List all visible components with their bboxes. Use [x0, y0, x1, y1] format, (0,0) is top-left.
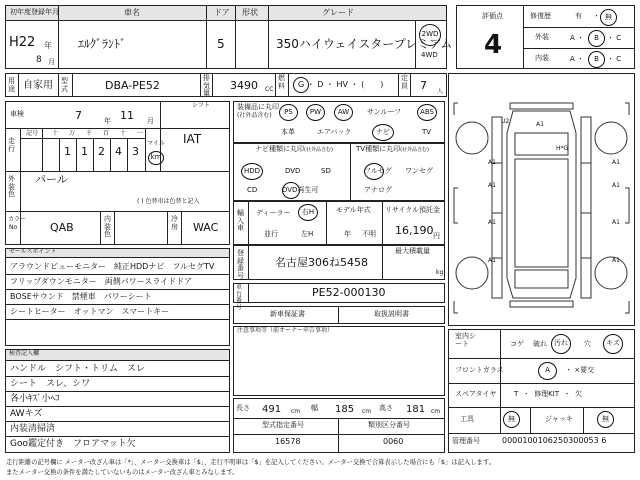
footer-line-1: 走行距離の記号欄に メーター改ざん車は「*」、メーター交換車は「$」、走行不明車は「$」を記入してください。メーター交換で合算表示した場合にも「$」は記入します。 — [6, 459, 495, 466]
inspection-month-unit: 月 — [147, 117, 154, 125]
grade: 350ハイウェイスタープレミアム — [276, 37, 453, 51]
inspector-note-4: AWキズ — [10, 409, 43, 419]
color-value: パール — [35, 173, 68, 186]
place-100k: 十 — [52, 130, 59, 137]
glass-opt-replace: ・ ×要交 — [565, 366, 595, 374]
equip-tv: TV — [422, 128, 432, 136]
color-no-label: No — [9, 224, 18, 231]
chassis-label: 車台番号 — [236, 284, 243, 311]
doors: 5 — [217, 37, 225, 51]
color-code-label: カラー — [8, 216, 27, 223]
left-side-outline — [492, 117, 502, 298]
height-label: 高さ — [379, 404, 393, 412]
sales-point-line-1: アラウンドビューモニター 純正HDDナビ フルセグTV — [10, 262, 215, 271]
coolant-label: 冷房 — [171, 215, 178, 231]
drive-2wd-circle — [419, 24, 441, 46]
mileage-digit-1: 1 — [64, 145, 71, 158]
glass-opt-a: A — [545, 366, 550, 375]
max-load-label: 最大積載量 — [395, 247, 430, 255]
model-year-label: モデル年式 — [336, 206, 371, 214]
length-label: 長さ — [236, 404, 250, 412]
usage-label: 用途 — [8, 77, 15, 93]
shape-label: 形状 — [242, 8, 258, 17]
seat-opt-burn: コゲ — [510, 340, 524, 348]
doors-label: ドア — [214, 8, 230, 17]
equip-pw: PW — [309, 107, 322, 116]
shift-label: シフト — [192, 102, 211, 109]
inspector-note-2: シート スレ、シワ — [10, 379, 91, 389]
grade-label: グレード — [322, 8, 354, 17]
wheel-front-left — [456, 122, 488, 154]
tv-label: TV種類に丸印(社外品含む) — [356, 145, 429, 153]
navi-sd: SD — [321, 167, 331, 175]
first-reg-month: 8 — [36, 55, 42, 65]
repair-opt-no: 無 — [605, 12, 612, 21]
interior-opt-a: A ・ — [570, 55, 585, 63]
inspector-note-6: Goo鑑定付き フロアマット欠 — [10, 439, 136, 449]
capacity-label: 定員 — [401, 74, 408, 90]
diag-label-10: A1 — [488, 257, 496, 264]
car-diagram — [448, 73, 635, 326]
place-1: 一 — [137, 130, 144, 137]
mgmt-value: 0000100106250300053 6 — [502, 436, 607, 445]
tool-label: 工具 — [460, 415, 474, 423]
navi-dvd: DVD — [285, 167, 301, 175]
equipment-label: 装備品に丸印 — [237, 103, 279, 111]
car-name-label: 車名 — [124, 8, 140, 17]
sales-point-line-4: シートヒーター オットマン スマートキー — [10, 307, 170, 316]
color-no: QAB — [50, 221, 74, 234]
diag-label-2: A1 — [536, 121, 544, 128]
model-no-label: 型式指定番号 — [262, 421, 304, 429]
handle-right-circle — [298, 204, 318, 221]
glass-label: フロントガラス — [455, 366, 504, 374]
capacity-unit: 人 — [437, 88, 444, 95]
repair-label: 修復歴 — [530, 12, 551, 20]
class-no-value: 0060 — [383, 437, 404, 446]
tv-analog: アナログ — [364, 186, 392, 194]
exterior-b-circle — [588, 30, 605, 47]
mileage-digit-2: 1 — [81, 145, 88, 158]
spare-options: T ・ 修理KIT ・ 欠 — [514, 390, 583, 398]
interior-b-circle — [588, 51, 605, 68]
width-value: 185 — [335, 404, 355, 415]
inspection-label: 車検 — [10, 110, 24, 118]
seat-opt-hole: 穴 — [584, 340, 591, 348]
equip-abs-circle — [417, 104, 437, 121]
recycle-value: 16,190 — [395, 224, 434, 237]
seat-stain-circle — [551, 334, 571, 354]
exterior-opt-c: ・ C — [607, 34, 622, 42]
score-value: 4 — [484, 30, 503, 60]
diag-label-6: A1 — [488, 182, 496, 189]
manual: 取扱説明書 — [374, 310, 409, 318]
interior-seat-label: 室内シート — [455, 332, 476, 348]
diag-label-3: H*G — [556, 145, 569, 152]
length-value: 491 — [262, 404, 282, 415]
equip-pw-circle — [306, 104, 325, 121]
equip-aw-circle — [334, 104, 353, 121]
seat-opt-scratch: キズ — [606, 339, 620, 348]
drive-4wd: 4WD — [421, 51, 438, 59]
cc-value: 3490 — [230, 79, 258, 92]
model-no-value: 16578 — [275, 437, 301, 446]
inspection-year: 7 — [75, 109, 82, 122]
import-dealer: ディーラー — [256, 209, 291, 217]
seat-opt-stain: 汚れ — [554, 339, 568, 348]
navi-label: ナビ種類に丸印(社外品含む) — [255, 145, 333, 153]
equip-aw: AW — [337, 107, 350, 116]
jack-label: ジャッキ — [545, 415, 573, 423]
diag-label-8: A1 — [488, 219, 496, 226]
recycle-unit: 円 — [433, 232, 440, 240]
place-100: 百 — [103, 130, 110, 137]
navi-cd: CD — [247, 186, 258, 194]
drive-2wd: 2WD — [421, 30, 439, 39]
repair-opt-yes: 有 — [575, 12, 582, 20]
first-reg-month-unit: 月 — [48, 58, 55, 66]
type-label: 型式 — [61, 77, 68, 93]
width-unit: cm — [362, 408, 372, 415]
mgmt-label: 管理番号 — [452, 437, 480, 445]
equip-ps-circle — [279, 104, 298, 121]
equip-ps: PS — [284, 107, 293, 116]
first-reg-label: 初年度登録年月 — [10, 8, 59, 16]
equipment-sub: (社外品含む) — [237, 112, 272, 119]
color-note: ( ) 色替車は色替と記入 — [137, 198, 200, 205]
repair-no-circle — [600, 9, 617, 26]
navi-dvd-play: DVD再生可 — [282, 186, 319, 194]
tv-fullseg: フルセグ — [364, 167, 392, 175]
prev-owner-note-label: 注意事項等（前オーナー申告事項） — [237, 327, 334, 334]
recycle-label: リサイクル預託金 — [385, 206, 441, 214]
registration-value: 名古屋306ね5458 — [275, 256, 368, 269]
inspection-month: 11 — [120, 109, 134, 122]
exterior-opt-b: B — [594, 33, 599, 42]
equip-navi-circle — [372, 124, 394, 141]
class-no-label: 類別区分番号 — [368, 421, 410, 429]
car-name: ｴﾙｸﾞﾗﾝﾄﾞ — [78, 37, 127, 51]
roof — [515, 159, 568, 267]
rear-bumper — [510, 301, 573, 307]
chassis-value: PE52-000130 — [312, 286, 386, 299]
right-side-outline — [581, 117, 591, 298]
tool-value-circle — [503, 411, 520, 428]
rear-window — [515, 270, 568, 288]
sales-point-label: セールスポイント — [9, 248, 57, 255]
front-bumper — [510, 103, 573, 109]
exterior-opt-a: A ・ — [570, 34, 585, 42]
exterior-label: 外装 — [535, 33, 549, 41]
docs-panel — [233, 306, 445, 324]
inspector-note-3: 各小ｷｽﾞ小ﾍｺ — [10, 394, 60, 404]
navi-hdd-circle — [241, 163, 263, 180]
interior-opt-c: ・ C — [607, 55, 622, 63]
height-value: 181 — [406, 404, 426, 415]
registration-label: 登録番号 — [237, 249, 244, 281]
color-label: 外装色 — [8, 175, 15, 199]
interior-opt-b: B — [594, 54, 599, 63]
fuel-options: G ・ D ・ HV ・ ( ) — [298, 80, 384, 89]
width-label: 幅 — [311, 404, 318, 412]
inspector-notes-label: 検査記入欄 — [9, 350, 40, 357]
sales-point-line-2: フリップダウンモニター 両側パワースライドドア — [10, 277, 192, 286]
glass-a-circle — [538, 362, 557, 380]
wheel-rear-right — [595, 257, 627, 289]
seat-opt-tear: 破れ — [533, 340, 547, 348]
mileage-km-circle — [148, 151, 164, 165]
fuel-label: 燃料 — [278, 74, 285, 90]
mileage-unit-mile: マイル — [147, 140, 165, 147]
type-value: DBA-PE52 — [105, 79, 160, 92]
repair-opt-dot: ・ — [593, 12, 600, 20]
tv-oneseg: ワンセグ — [405, 167, 433, 175]
wheel-front-right — [595, 122, 627, 154]
first-reg-year: H22 — [9, 35, 36, 50]
capacity-value: 7 — [420, 79, 427, 92]
coolant-value: WAC — [193, 221, 219, 234]
handle-right: 右H — [301, 207, 315, 216]
wheel-rear-left — [456, 257, 488, 289]
diag-label-7: A1 — [612, 182, 620, 189]
new-warranty: 新車保証書 — [270, 310, 305, 318]
diag-label-1: U2 — [501, 118, 510, 125]
model-year: 不明 — [362, 230, 376, 238]
diag-label-9: A1 — [612, 219, 620, 226]
footer-line-2: またメーター交換の条件を満たしていないものはメーター改ざん車とみなします。 — [6, 469, 239, 476]
mileage-digit-4: 4 — [115, 145, 122, 158]
inspector-note-5: 内装清掃済 — [10, 424, 56, 434]
score-label: 評価点 — [482, 12, 503, 20]
jack-value: 無 — [602, 414, 609, 423]
import-parallel: 並行 — [264, 230, 278, 238]
mileage-remark-label: 記号 — [26, 130, 39, 137]
mileage-unit-km: km — [150, 153, 162, 162]
equip-abs: ABS — [420, 107, 434, 116]
equip-sunroof: サンルーフ — [367, 108, 402, 116]
length-unit: cm — [291, 408, 301, 415]
diag-label-4: A1 — [488, 159, 496, 166]
cc-unit: CC — [265, 86, 274, 93]
shift-value: IAT — [183, 132, 202, 146]
height-unit: cm — [431, 408, 441, 415]
spare-label: スペアタイヤ — [455, 390, 497, 398]
equip-leather: 本革 — [281, 128, 295, 136]
equip-navi: ナビ — [376, 127, 390, 136]
navi-hdd: HDD — [243, 166, 261, 175]
mileage-digit-5: 3 — [132, 145, 139, 158]
place-10k: 万 — [69, 130, 76, 137]
inspector-note-1: ハンドル シフト・トリム スレ — [10, 364, 146, 374]
mileage-label: 走行 — [8, 137, 15, 153]
handle-left: 左H — [301, 230, 314, 238]
diag-label-11: A1 — [612, 257, 620, 264]
tool-value: 無 — [508, 414, 515, 423]
inspection-year-unit: 年 — [104, 117, 111, 125]
model-year-unit: 年 — [344, 230, 351, 238]
first-reg-year-unit: 年 — [44, 41, 52, 50]
diag-label-5: A1 — [612, 159, 620, 166]
cc-label: 排気量 — [203, 74, 210, 98]
import-label: 輸入車 — [237, 209, 244, 233]
usage-value: 自家用 — [23, 80, 53, 91]
interior-label: 内装 — [535, 54, 549, 62]
place-10: 十 — [120, 130, 127, 137]
seat-scratch-circle — [603, 334, 623, 354]
jack-value-circle — [597, 411, 614, 428]
max-load-unit: kg — [436, 269, 444, 276]
prev-owner-notes — [233, 326, 445, 396]
interior-color-label: 内装色 — [104, 215, 111, 239]
equip-airbag: エアバック — [317, 128, 352, 136]
place-1k: 千 — [86, 130, 93, 137]
sales-point-line-3: BOSEサウンド 禁煙車 パワーシート — [10, 292, 152, 301]
mileage-digit-3: 2 — [98, 145, 105, 158]
